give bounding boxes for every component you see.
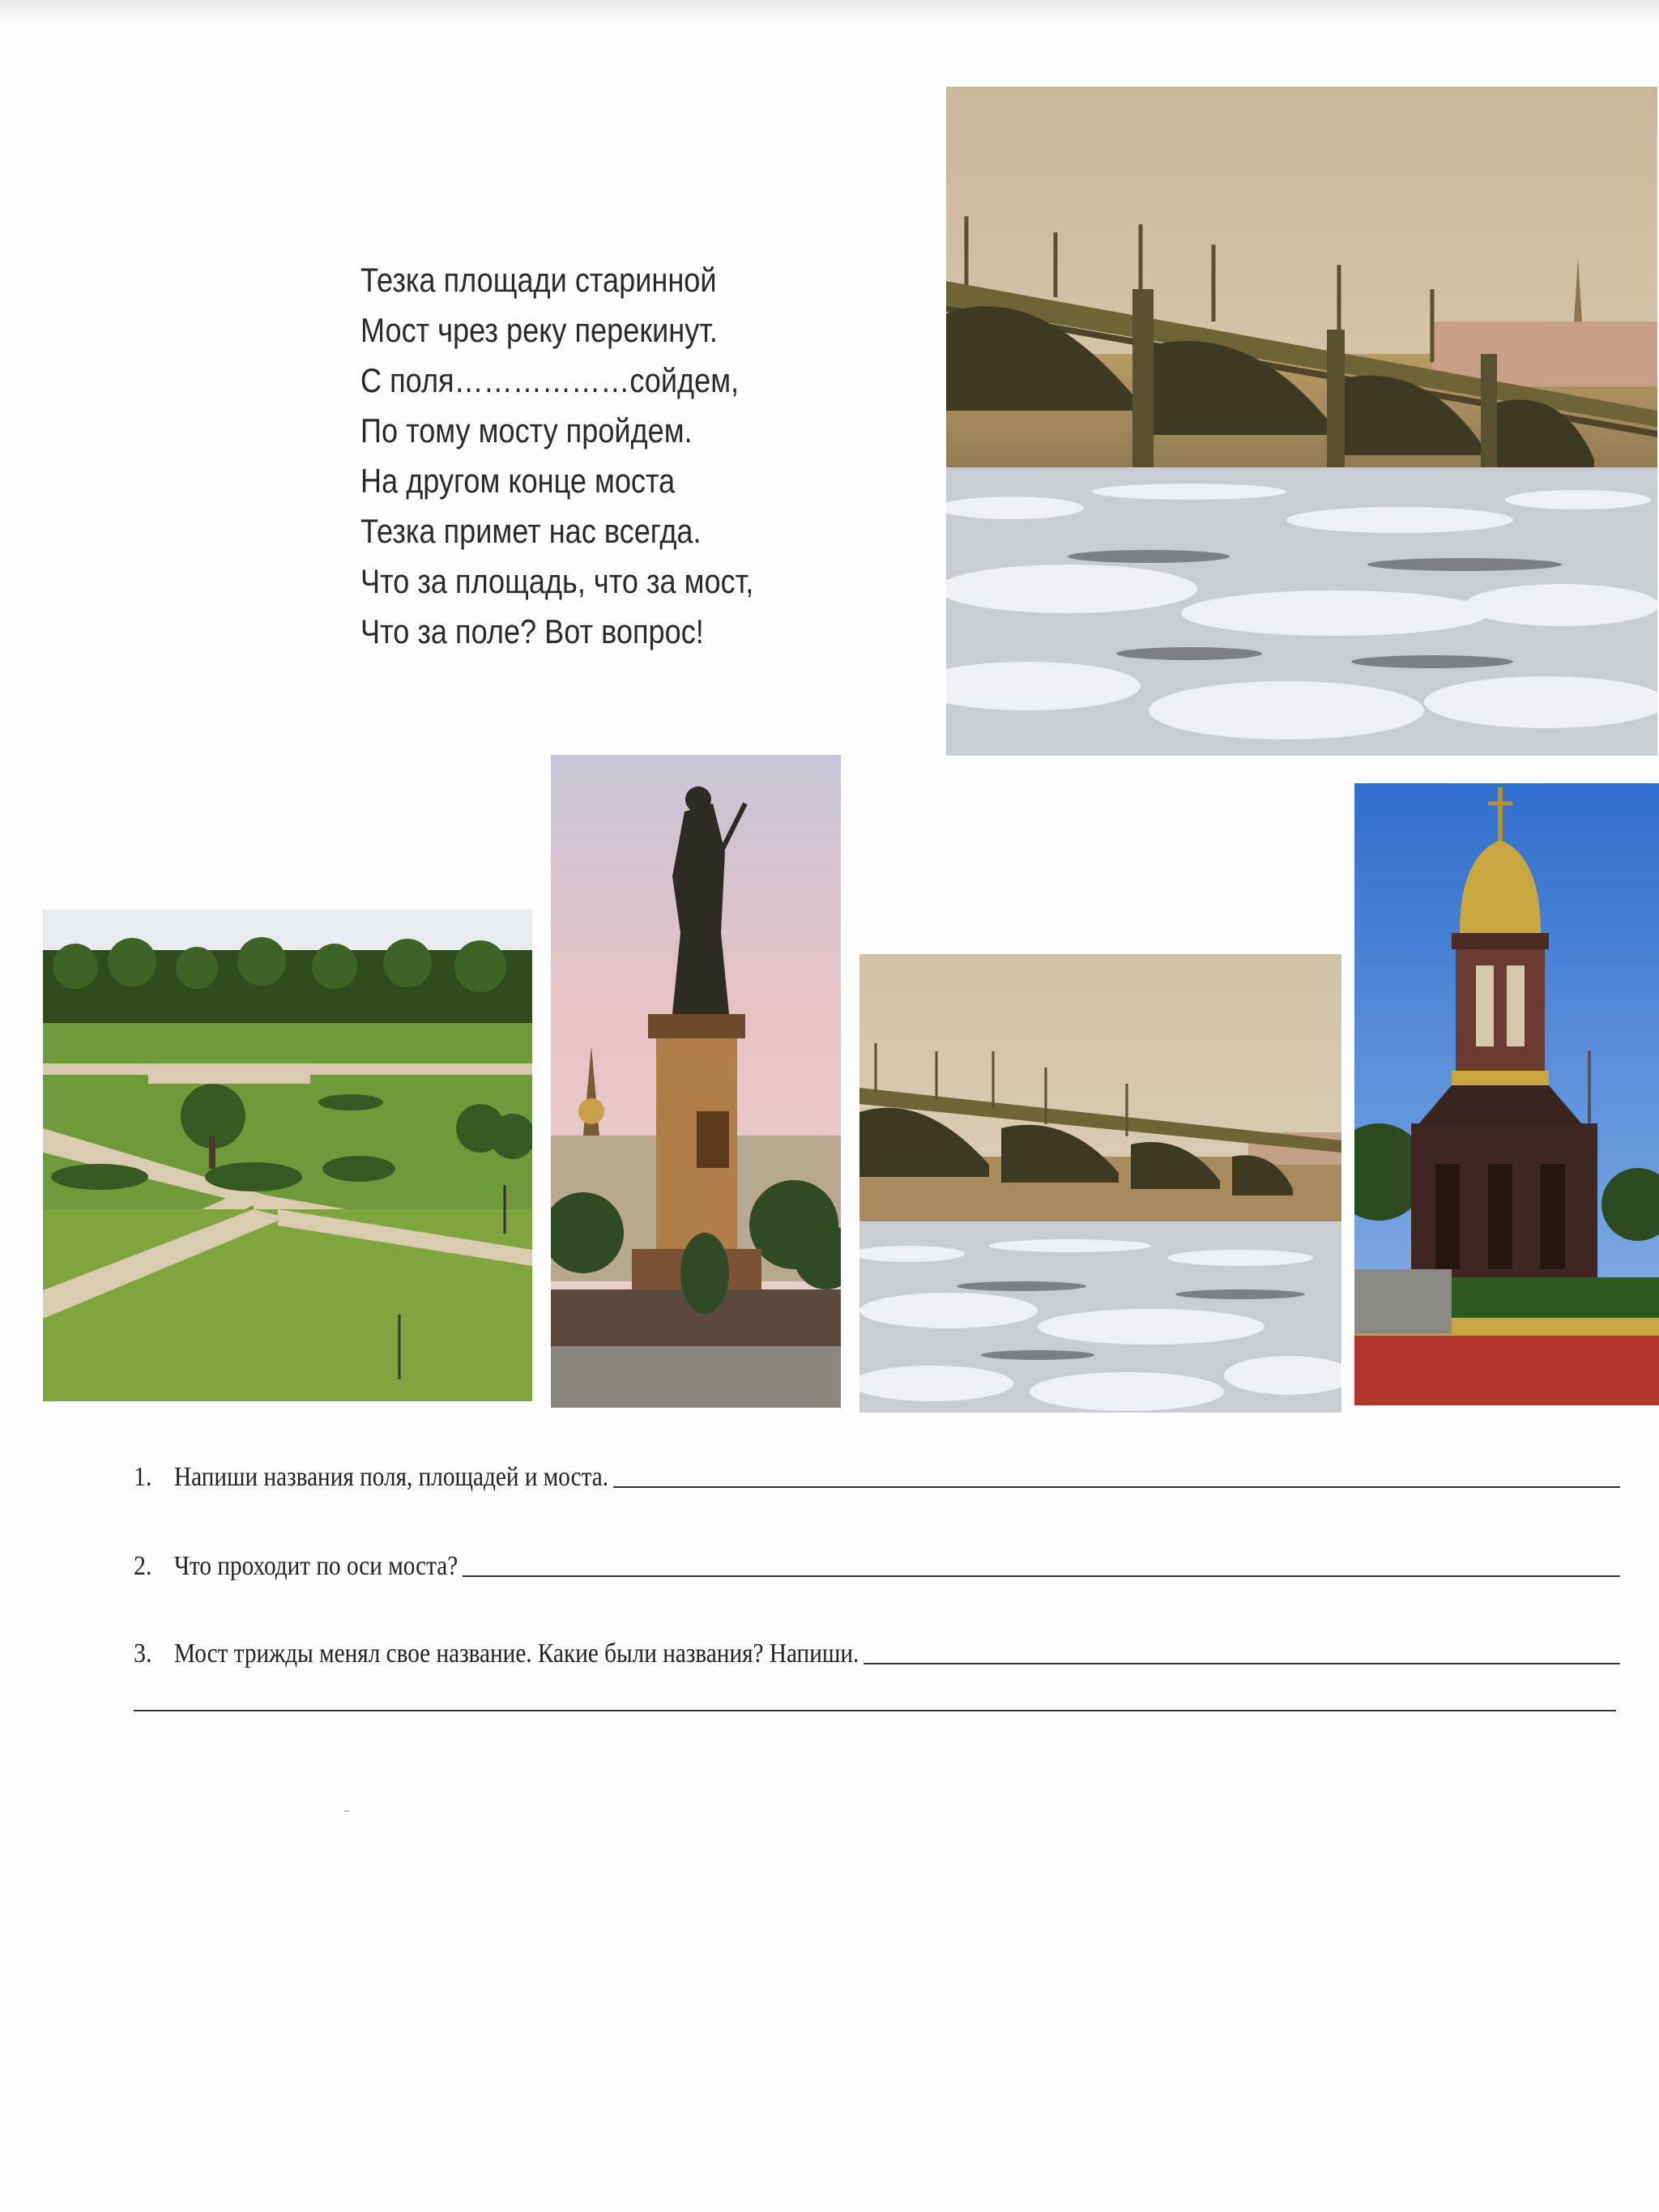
page-top-shadow [0, 0, 1659, 21]
question-number: 3. [134, 1639, 152, 1669]
bridge-large-photo [946, 87, 1657, 756]
answer-line[interactable] [613, 1486, 1620, 1488]
question-2 [134, 1541, 1620, 1582]
poem-line: Тезка площади старинной [360, 261, 717, 299]
question-3 [134, 1629, 1620, 1669]
question-text: Мост трижды менял свое название. Какие были названия? Напиши. [174, 1639, 859, 1669]
chapel-photo [1354, 783, 1659, 1405]
poem-line: Мост чрез реку перекинут. [360, 311, 718, 349]
park-field-photo [43, 910, 532, 1401]
poem-line: С поля………………сойдем, [360, 361, 740, 399]
question-number: 1. [134, 1462, 152, 1492]
question-text: Что проходит по оси моста? [174, 1551, 458, 1581]
poem-line: Тезка примет нас всегда. [360, 512, 702, 550]
question-number: 2. [134, 1551, 152, 1581]
answer-line[interactable] [864, 1663, 1620, 1664]
bridge-small-photo [859, 954, 1341, 1413]
answer-line-extra[interactable] [134, 1710, 1616, 1711]
poem-line: На другом конце моста [360, 462, 676, 500]
answer-line[interactable] [463, 1575, 1620, 1577]
question-1 [134, 1452, 1620, 1493]
poem [360, 255, 753, 657]
poem-line: Что за площадь, что за мост, [360, 562, 754, 600]
monument-photo [551, 755, 841, 1408]
poem-line: По тому мосту пройдем. [360, 411, 693, 450]
question-text: Напиши названия поля, площадей и моста. [174, 1462, 609, 1492]
poem-line: Что за поле? Вот вопрос! [360, 612, 704, 650]
scan-speck [344, 1810, 349, 1812]
